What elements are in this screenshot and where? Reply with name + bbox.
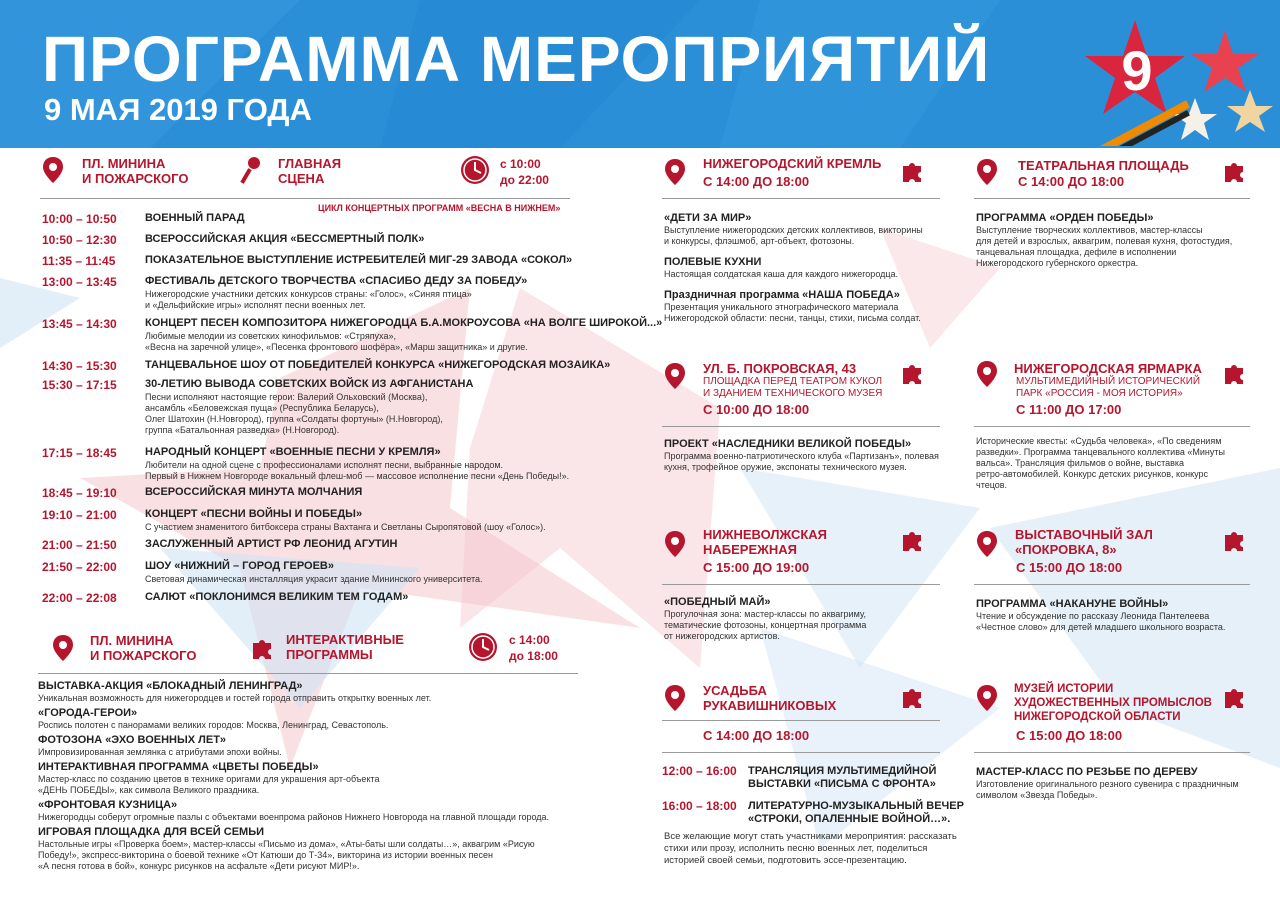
schedule-time: 10:00 – 10:50 (42, 212, 117, 226)
divider (974, 426, 1250, 427)
schedule-description: группа «Батальонная разведка» (Н.Новгород). (145, 425, 340, 435)
event-description: Выступление творческих коллективов, мастер-классы (976, 225, 1203, 235)
schedule-time: 13:00 – 13:45 (42, 275, 117, 289)
schedule-time: 14:30 – 15:30 (42, 359, 117, 373)
embankment-time: С 15:00 ДО 19:00 (703, 560, 810, 575)
fair-title: НИЖЕГОРОДСКАЯ ЯРМАРКА (1014, 361, 1202, 376)
schedule-title: ФЕСТИВАЛЬ ДЕТСКОГО ТВОРЧЕСТВА «СПАСИБО ДЕДУ ЗА ПОБЕДУ» (145, 275, 528, 287)
event-description: «ДЕНЬ ПОБЕДЫ», как символа Великого праздника. (38, 785, 260, 795)
embankment-title: НИЖНЕВОЛЖСКАЯ НАБЕРЕЖНАЯ (703, 527, 827, 557)
interactive-time: с 14:00 до 18:00 (509, 633, 558, 663)
schedule-time: 15:30 – 17:15 (42, 378, 117, 392)
schedule-title: ШОУ «НИЖНИЙ – ГОРОД ГЕРОЕВ» (145, 560, 334, 572)
clock-icon (468, 632, 498, 662)
schedule-title: ВОЕННЫЙ ПАРАД (145, 212, 245, 224)
schedule-title: 30-ЛЕТИЮ ВЫВОДА СОВЕТСКИХ ВОЙСК ИЗ АФГАНИСТАНА (145, 378, 474, 390)
divider (974, 584, 1250, 585)
event-title: ПОЛЕВЫЕ КУХНИ (664, 256, 762, 268)
interactive-title: ИНТЕРАКТИВНЫЕ ПРОГРАММЫ (286, 632, 404, 662)
schedule-time: 22:00 – 22:08 (42, 591, 117, 605)
event-title: ПРОГРАММА «ОРДЕН ПОБЕДЫ» (976, 212, 1154, 224)
schedule-title: ВСЕРОССИЙСКАЯ АКЦИЯ «БЕССМЕРТНЫЙ ПОЛК» (145, 233, 425, 245)
kremlin-time: С 14:00 ДО 18:00 (703, 174, 810, 189)
event-description: Прогулочная зона: мастер-классы по аквагриму, (664, 609, 866, 619)
event-description: Программа военно-патриотического клуба «Партизанъ», полевая (664, 451, 939, 461)
museum-time: С 15:00 ДО 18:00 (1016, 728, 1123, 743)
location-pin-icon (976, 530, 998, 558)
puzzle-icon (250, 635, 276, 661)
event-description: Изготовление оригинального резного сувенира с праздничным (976, 779, 1239, 789)
pokrovskaya-subtitle: ПЛОЩАДКА ПЕРЕД ТЕАТРОМ КУКОЛ И ЗДАНИЕМ ТЕХНИЧЕСКОГО МУЗЕЯ (703, 376, 883, 399)
puzzle-icon (1222, 527, 1248, 553)
puzzle-icon (900, 684, 926, 710)
event-description: Нижегородского губернского оркестра. (976, 258, 1139, 268)
event-description: разведки». Программа танцевального коллектива «Минуты (976, 447, 1225, 457)
event-title: «ФРОНТОВАЯ КУЗНИЦА» (38, 799, 178, 811)
puzzle-icon (900, 360, 926, 386)
location-pin-icon (42, 156, 64, 184)
schedule-description: С участием знаменитого битбоксера страны Вахтанга и Светланы Сыропятовой (шоу «Голос»). (145, 522, 546, 532)
divider (662, 720, 940, 721)
kremlin-title: НИЖЕГОРОДСКИЙ КРЕМЛЬ (703, 156, 882, 171)
schedule-description: Любимые мелодии из советских кинофильмов: «Стряпуха», (145, 331, 396, 341)
header-banner (0, 0, 1280, 148)
event-description: ретро-автомобилей. Конкурс детских рисунков, конкурс (976, 469, 1209, 479)
schedule-description: Первый в Нижнем Новгороде вокальный флеш-моб — массовое исполнение песни «День Победы!». (145, 471, 570, 481)
event-title: Праздничная программа «НАША ПОБЕДА» (664, 289, 900, 301)
puzzle-icon (900, 527, 926, 553)
divider (974, 752, 1250, 753)
schedule-title: ТРАНСЛЯЦИЯ МУЛЬТИМЕДИЙНОЙ (748, 765, 937, 777)
schedule-title: ВЫСТАВКИ «ПИСЬМА С ФРОНТА» (748, 778, 936, 790)
schedule-time: 18:45 – 19:10 (42, 486, 117, 500)
main-stage-time: с 10:00 до 22:00 (500, 157, 549, 187)
event-title: МАСТЕР-КЛАСС ПО РЕЗЬБЕ ПО ДЕРЕВУ (976, 766, 1198, 778)
schedule-title: ЛИТЕРАТУРНО-МУЗЫКАЛЬНЫЙ ВЕЧЕР (748, 800, 964, 812)
event-description: чтецов. (976, 480, 1008, 490)
schedule-title: ТАНЦЕВАЛЬНОЕ ШОУ ОТ ПОБЕДИТЕЛЕЙ КОНКУРСА «НИЖЕГОРОДСКАЯ МОЗАИКА» (145, 359, 611, 371)
schedule-description: «Весна на заречной улице», «Песенка фронтового шофёра», «Марш защитника» и другие. (145, 342, 528, 352)
location-pin-icon (664, 530, 686, 558)
puzzle-icon (1222, 360, 1248, 386)
schedule-title: ЗАСЛУЖЕННЫЙ АРТИСТ РФ ЛЕОНИД АГУТИН (145, 538, 398, 550)
schedule-description: Любители на одной сцене с профессионалами исполнят песни, выбранные народом. (145, 460, 504, 470)
divider (662, 426, 940, 427)
schedule-time: 13:45 – 14:30 (42, 317, 117, 331)
schedule-time: 12:00 – 16:00 (662, 764, 737, 778)
schedule-title: КОНЦЕРТ ПЕСЕН КОМПОЗИТОРА НИЖЕГОРОДЦА Б.А.МОКРОУСОВА «НА ВОЛГЕ ШИРОКОЙ...» (145, 317, 663, 329)
event-description: «Честное слово» для детей младшего школьного возраста. (976, 622, 1226, 632)
clock-icon (460, 155, 490, 185)
location-pin-icon (976, 684, 998, 712)
fair-subtitle: МУЛЬТИМЕДИЙНЫЙ ИСТОРИЧЕСКИЙ ПАРК «РОССИЯ - МОЯ ИСТОРИЯ» (1016, 376, 1201, 399)
event-title: «ПОБЕДНЫЙ МАЙ» (664, 596, 771, 608)
schedule-description: Олег Шатохин (Н.Новгород), группа «Солдаты фортуны» (Н.Новгород), (145, 414, 443, 424)
event-description: Нижегородцы соберут огромные пазлы с объектами военпрома районов Нижнего Новгорода на главной площади города. (38, 812, 550, 822)
divider (662, 752, 940, 753)
event-description: Импровизированная землянка с атрибутами эпохи войны. (38, 747, 282, 757)
event-description: Настольные игры «Проверка боем», мастер-классы «Письмо из дома», «Аты-баты шли солдаты…», аквагрим «Рисую (38, 839, 535, 849)
event-description: и конкурсы, флэшмоб, арт-объект, фотозоны. (664, 236, 855, 246)
schedule-title: НАРОДНЫЙ КОНЦЕРТ «ВОЕННЫЕ ПЕСНИ У КРЕМЛЯ» (145, 446, 441, 458)
schedule-time: 11:35 – 11:45 (42, 254, 116, 268)
event-title: ПРОГРАММА «НАКАНУНЕ ВОЙНЫ» (976, 598, 1169, 610)
schedule-time: 17:15 – 18:45 (42, 446, 117, 460)
main-stage-title: ГЛАВНАЯ СЦЕНА (278, 156, 342, 186)
schedule-time: 10:50 – 12:30 (42, 233, 117, 247)
badge-number: 9 (1121, 39, 1153, 102)
theatre-time: С 14:00 ДО 18:00 (1018, 174, 1125, 189)
event-title: «ДЕТИ ЗА МИР» (664, 212, 752, 224)
schedule-time: 19:10 – 21:00 (42, 508, 117, 522)
estate-description: Все желающие могут стать участниками мероприятия: рассказать стихи или прозу, исполнить песню военных лет, поделиться историей своей семьи, подготовить эссе-презентацию. (664, 831, 957, 866)
event-description: Чтение и обсуждение по рассказу Леонида Пантелеева (976, 611, 1210, 621)
pokrovskaya-time: С 10:00 ДО 18:00 (703, 402, 810, 417)
event-description: символом «Звезда Победы». (976, 790, 1098, 800)
pokrovskaya-title: УЛ. Б. ПОКРОВСКАЯ, 43 (703, 361, 857, 376)
estate-title: УСАДЬБА РУКАВИШНИКОВЫХ (703, 683, 837, 713)
event-description: Выступление нижегородских детских коллективов, викторины (664, 225, 923, 235)
event-title: ФОТОЗОНА «ЭХО ВОЕННЫХ ЛЕТ» (38, 734, 227, 746)
page-title: ПРОГРАММА МЕРОПРИЯТИЙ (42, 23, 991, 95)
puzzle-icon (1222, 684, 1248, 710)
main-stage-location: ПЛ. МИНИНА И ПОЖАРСКОГО (82, 156, 189, 186)
location-pin-icon (52, 634, 74, 662)
schedule-title: ПОКАЗАТЕЛЬНОЕ ВЫСТУПЛЕНИЕ ИСТРЕБИТЕЛЕЙ МИГ-29 ЗАВОДА «СОКОЛ» (145, 254, 573, 266)
schedule-title: «СТРОКИ, ОПАЛЕННЫЕ ВОЙНОЙ…». (748, 813, 951, 825)
event-description: для детей и взрослых, аквагрим, полевая кухня, фотостудия, (976, 236, 1233, 246)
victory-star-badge (1075, 10, 1275, 146)
location-pin-icon (976, 360, 998, 388)
event-description: Победу!», экспресс-викторина о боевой технике «От Катюши до Т-34», викторина из истории военных песен (38, 850, 493, 860)
divider (662, 584, 940, 585)
schedule-time: 21:50 – 22:00 (42, 560, 117, 574)
location-pin-icon (664, 684, 686, 712)
event-description: Презентация уникального этнографического материала (664, 302, 899, 312)
event-description: вальса». Трансляция фильмов о войне, выставка (976, 458, 1185, 468)
museum-title: МУЗЕЙ ИСТОРИИ ХУДОЖЕСТВЕННЫХ ПРОМЫСЛОВ НИЖЕГОРОДСКОЙ ОБЛАСТИ (1014, 683, 1212, 723)
concert-cycle-label: ЦИКЛ КОНЦЕРТНЫХ ПРОГРАММ «ВЕСНА В НИЖНЕМ» (318, 203, 561, 213)
fair-time: С 11:00 ДО 17:00 (1016, 402, 1122, 417)
page-subtitle: 9 МАЯ 2019 ГОДА (44, 92, 312, 127)
interactive-location: ПЛ. МИНИНА И ПОЖАРСКОГО (90, 633, 197, 663)
event-description: Роспись полотен с панорамами великих городов: Москва, Ленинград, Севастополь. (38, 720, 389, 730)
schedule-description: Песни исполняют настоящие герои: Валерий Ольховский (Москва), (145, 392, 428, 402)
location-pin-icon (664, 158, 686, 186)
exhibition-title: ВЫСТАВОЧНЫЙ ЗАЛ «ПОКРОВКА, 8» (1015, 527, 1153, 557)
divider (662, 198, 940, 199)
event-title: ВЫСТАВКА-АКЦИЯ «БЛОКАДНЫЙ ЛЕНИНГРАД» (38, 680, 303, 692)
event-title: ПРОЕКТ «НАСЛЕДНИКИ ВЕЛИКОЙ ПОБЕДЫ» (664, 438, 912, 450)
schedule-title: ВСЕРОССИЙСКАЯ МИНУТА МОЛЧАНИЯ (145, 486, 363, 498)
estate-time: С 14:00 ДО 18:00 (703, 728, 810, 743)
event-description: Исторические квесты: «Судьба человека», «По сведениям (976, 436, 1222, 446)
event-title: ИНТЕРАКТИВНАЯ ПРОГРАММА «ЦВЕТЫ ПОБЕДЫ» (38, 761, 319, 773)
divider (40, 198, 570, 199)
schedule-time: 16:00 – 18:00 (662, 799, 737, 813)
schedule-time: 21:00 – 21:50 (42, 538, 117, 552)
schedule-title: КОНЦЕРТ «ПЕСНИ ВОЙНЫ И ПОБЕДЫ» (145, 508, 363, 520)
exhibition-time: С 15:00 ДО 18:00 (1016, 560, 1123, 575)
schedule-description: и «Дельфийские игры» исполнят песни военных лет. (145, 300, 366, 310)
event-title: «ГОРОДА-ГЕРОИ» (38, 707, 138, 719)
schedule-description: Световая динамическая инсталляция украсит здание Мининского университета. (145, 574, 483, 584)
event-description: тематические фотозоны, концертная программа (664, 620, 867, 630)
location-pin-icon (976, 158, 998, 186)
theatre-title: ТЕАТРАЛЬНАЯ ПЛОЩАДЬ (1018, 158, 1189, 173)
divider (38, 673, 578, 674)
event-description: Нижегородской области: песни, танцы, стихи, письма солдат. (664, 313, 921, 323)
event-description: Настоящая солдатская каша для каждого нижегородца. (664, 269, 899, 279)
location-pin-icon (664, 362, 686, 390)
schedule-title: САЛЮТ «ПОКЛОНИМСЯ ВЕЛИКИМ ТЕМ ГОДАМ» (145, 591, 409, 603)
divider (974, 198, 1250, 199)
microphone-icon (240, 156, 262, 186)
schedule-description: Нижегородские участники детских конкурсов страны: «Голос», «Синяя птица» (145, 289, 472, 299)
puzzle-icon (1222, 158, 1248, 184)
schedule-description: ансамбль «Беловежская пуща» (Республика Беларусь), (145, 403, 379, 413)
event-description: танцевальная площадка, дефиле в исполнении (976, 247, 1177, 257)
event-description: Уникальная возможность для нижегородцев и гостей города отправить открытку военных лет. (38, 693, 432, 703)
puzzle-icon (900, 158, 926, 184)
event-description: «А песня готова в бой», конкурс рисунков на асфальте «Дети рисуют МИР!». (38, 861, 360, 871)
event-description: кухня, трофейное оружие, экспонаты технического музея. (664, 462, 907, 472)
event-description: Мастер-класс по созданию цветов в технике оригами для украшения арт-объекта (38, 774, 380, 784)
event-title: ИГРОВАЯ ПЛОЩАДКА ДЛЯ ВСЕЙ СЕМЬИ (38, 826, 265, 838)
event-description: от нижегородских артистов. (664, 631, 780, 641)
